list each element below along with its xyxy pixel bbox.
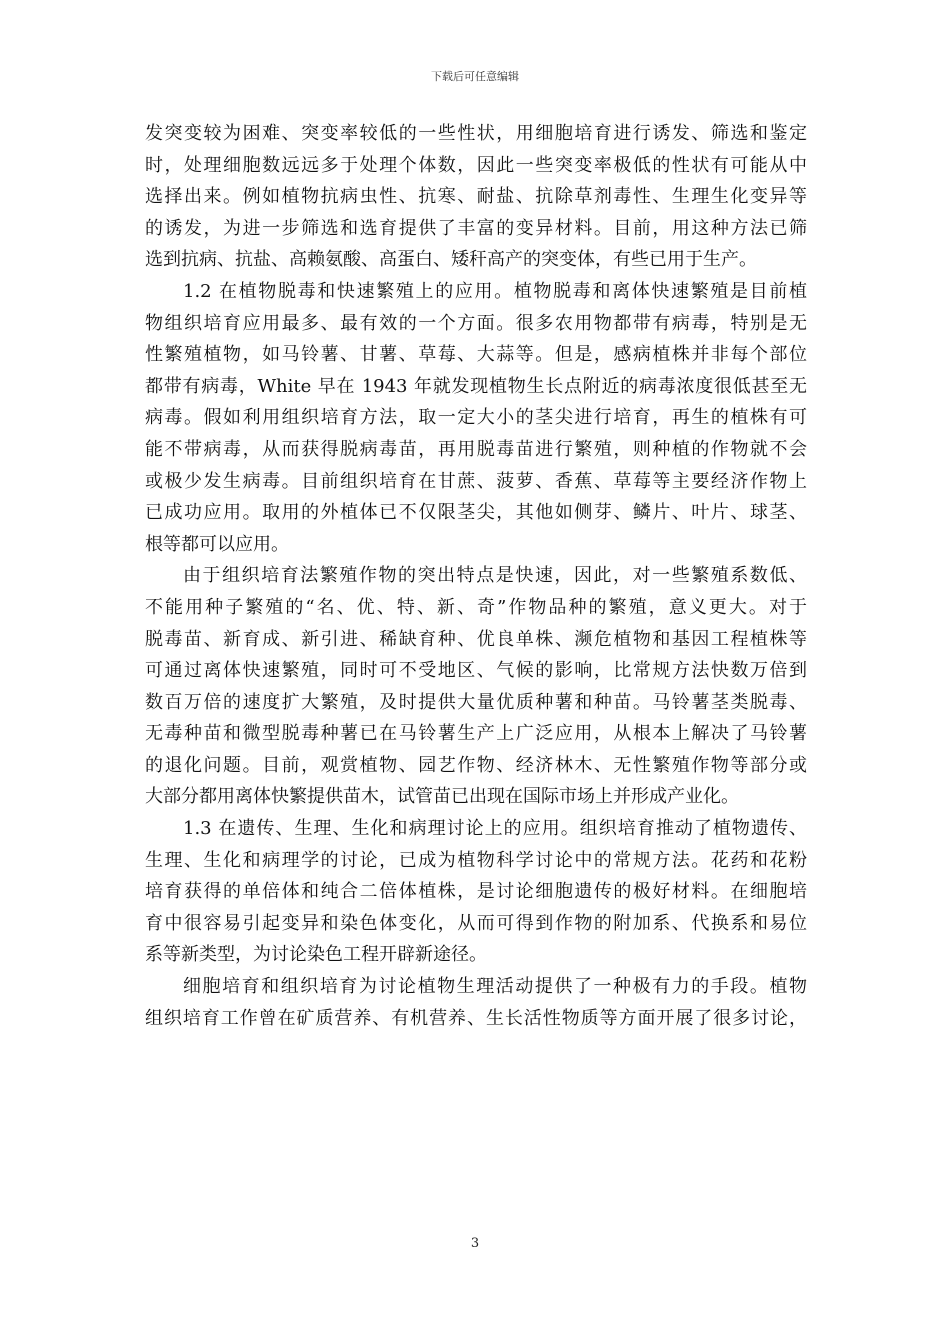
- text-line: 发突变较为困难、突变率较低的一些性状，用细胞培育进行诱发、筛选和鉴定: [145, 123, 807, 144]
- text-line: 无毒种苗和微型脱毒种薯已在马铃薯生产上广泛应用，从根本上解决了马铃薯: [145, 723, 807, 745]
- text-line: 可通过离体快速繁殖，同时可不受地区、气候的影响，比常规方法快数万倍到: [145, 660, 807, 682]
- text-line: 病毒。假如利用组织培育方法，取一定大小的茎尖进行培育，再生的植株有可: [145, 407, 807, 429]
- text-line: 性繁殖植物，如马铃薯、甘薯、草莓、大蒜等。但是，感病植株并非每个部位: [145, 344, 807, 366]
- text-line: 物组织培育应用最多、最有效的一个方面。很多农用物都带有病毒，特别是无: [145, 312, 807, 334]
- text-line: 数百万倍的速度扩大繁殖，及时提供大量优质种薯和种苗。马铃薯茎类脱毒、: [145, 691, 807, 713]
- text-line: 脱毒苗、新育成、新引进、稀缺育种、优良单株、濒危植物和基因工程植株等: [145, 628, 807, 650]
- text-line: 根等都可以应用。: [145, 533, 289, 555]
- text-line: 系等新类型，为讨论染色工程开辟新途径。: [145, 944, 487, 966]
- text-line: 不能用种子繁殖的“名、优、特、新、奇”作物品种的繁殖，意义更大。对于: [145, 596, 807, 618]
- document-body: [145, 118, 807, 1034]
- text-line: 1.3 在遗传、生理、生化和病理讨论上的应用。组织培育推动了植物遗传、: [183, 818, 807, 840]
- page-number: 3: [470, 1236, 480, 1251]
- text-line: 选到抗病、抗盐、高赖氨酸、高蛋白、矮秆高产的突变体，有些已用于生产。: [145, 249, 757, 271]
- text-line: 的退化问题。目前，观赏植物、园艺作物、经济林木、无性繁殖作物等部分或: [145, 754, 807, 776]
- text-line: 育中很容易引起变异和染色体变化，从而可得到作物的附加系、代换系和易位: [145, 912, 807, 934]
- text-line: 或极少发生病毒。目前组织培育在甘蔗、菠萝、香蕉、草莓等主要经济作物上: [145, 470, 807, 492]
- text-line: 1.2 在植物脱毒和快速繁殖上的应用。植物脱毒和离体快速繁殖是目前植: [183, 280, 807, 302]
- text-line: 由于组织培育法繁殖作物的突出特点是快速，因此，对一些繁殖系数低、: [183, 565, 807, 587]
- text-line: 的诱发，为进一步筛选和选育提供了丰富的变异材料。目前，用这种方法已筛: [145, 217, 807, 239]
- text-line: 都带有病毒，White 早在 1943 年就发现植物生长点附近的病毒浓度很低甚至无: [145, 375, 807, 397]
- text-line: 已成功应用。取用的外植体已不仅限茎尖，其他如侧芽、鳞片、叶片、球茎、: [145, 502, 807, 524]
- page-header: 下载后可任意编辑: [431, 70, 519, 83]
- text-line: 培育获得的单倍体和纯合二倍体植株，是讨论细胞遗传的极好材料。在细胞培: [145, 881, 807, 903]
- text-line: 时，处理细胞数远远多于处理个体数，因此一些突变率极低的性状有可能从中: [145, 154, 807, 176]
- text-line: 细胞培育和组织培育为讨论植物生理活动提供了一种极有力的手段。植物: [183, 976, 807, 998]
- text-line: 组织培育工作曾在矿质营养、有机营养、生长活性物质等方面开展了很多讨论，: [145, 1007, 807, 1029]
- text-line: 能不带病毒，从而获得脱病毒苗，再用脱毒苗进行繁殖，则种植的作物就不会: [145, 438, 807, 460]
- text-line: 选择出来。例如植物抗病虫性、抗寒、耐盐、抗除草剂毒性、生理生化变异等: [145, 186, 807, 208]
- text-line: 大部分都用离体快繁提供苗木，试管苗已出现在国际市场上并形成产业化。: [145, 786, 739, 808]
- text-line: 生理、生化和病理学的讨论，已成为植物科学讨论中的常规方法。花药和花粉: [145, 849, 807, 871]
